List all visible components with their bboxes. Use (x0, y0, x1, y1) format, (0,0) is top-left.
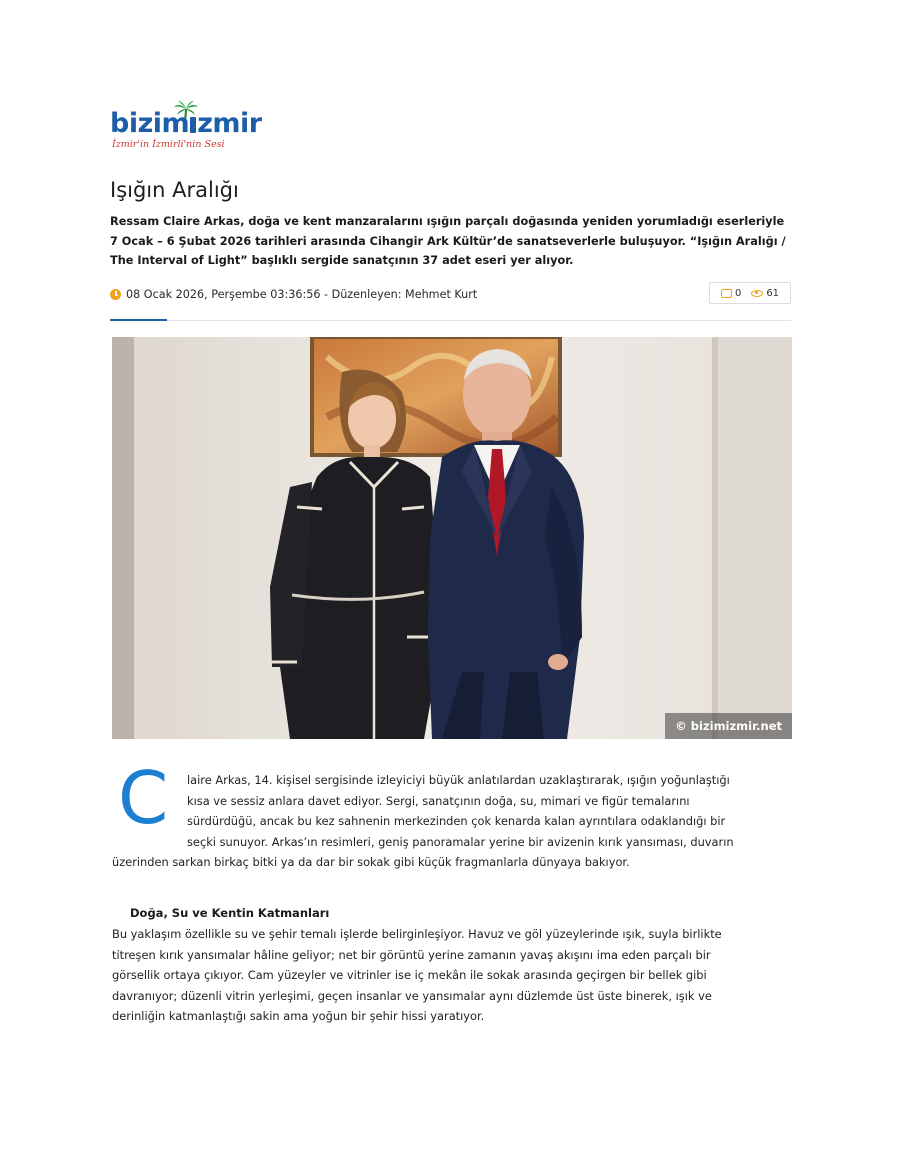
section-heading: Doğa, Su ve Kentin Katmanları (130, 906, 330, 920)
section-line: davranıyor; düzenli vitrin yerleşimi, geçen insanlar ve yansımalar aynı düzlemde üst üste binerek, ışık ve (112, 988, 712, 1003)
intro-paragraph (112, 770, 792, 873)
comment-icon (721, 289, 732, 298)
article-date-author: 08 Ocak 2026, Perşembe 03:36:56 - Düzenleyen: Mehmet Kurt (126, 288, 478, 301)
clock-icon (110, 289, 121, 300)
logo-tagline: İzmir'in İzmirli'nin Sesi (112, 139, 225, 150)
article-stats (709, 282, 791, 304)
comment-count-value: 0 (734, 287, 742, 299)
article-summary: Ressam Claire Arkas, doğa ve kent manzaralarını ışığın parçalı doğasında yeniden yorumladığı eserleriyle 7 Ocak – 6 Şubat 2026 tarihleri arasında Cihangir Ark Kültür’de sanatseverlerle buluşuyor. “Işığın Aralığı / The Interval of Light” başlıklı sergide sanatçının 37 adet eseri yer alıyor. (110, 215, 786, 267)
eye-icon (751, 290, 763, 297)
view-count (751, 288, 779, 299)
section-line: görsellik ortaya çıkıyor. Cam yüzeyler ve vitrinler ise iç mekân ile sokak arasında geçirgen bir bellek gibi (112, 968, 707, 982)
section-line: titreşen kırık yansımalar hâline geliyor; net bir görüntü yerine zamanın yavaş akışını ima eden parçalı bir (112, 947, 711, 962)
intro-line: sürdürdüğü, ancak bu kez sahnenin merkezinden çok kenarda kalan ayrıntılara odaklandığı bir (187, 814, 726, 828)
section-line: Bu yaklaşım özellikle su ve şehir temalı işlerde belirginleşiyor. Havuz ve göl yüzeylerinde ışık, suyla birlikte (112, 927, 722, 941)
intro-line: kısa ve sessiz anlara davet ediyor. Sergi, sanatçının doğa, su, mimari ve figür temalarını (187, 793, 690, 808)
logo-part-2: zmir (197, 108, 262, 139)
logo-part-1: bizim (110, 108, 190, 139)
section-line: derinliğin katmanlaştığı sakin ama yoğun bir şehir hissi yaratıyor. (112, 1009, 485, 1023)
comment-count[interactable] (721, 288, 741, 299)
section-paragraph (112, 924, 792, 1027)
intro-line: üzerinden sarkan birkaç bitki ya da dar bir sokak gibi küçük fragmanlarla dünyaya bakıyor. (112, 855, 630, 869)
logo-wordmark (110, 108, 262, 139)
article-title: Işığın Aralığı (110, 178, 239, 202)
site-logo[interactable] (110, 100, 270, 160)
view-count-value: 61 (766, 287, 780, 299)
photo-watermark: © bizimizmir.net (665, 713, 792, 739)
article-meta (110, 288, 477, 301)
dropcap-letter: C (118, 756, 169, 840)
article-photo[interactable] (112, 337, 792, 739)
logo-i-stem (190, 117, 196, 133)
intro-line: seçki sunuyor. Arkas’ın resimleri, geniş panoramalar yerine bir avizenin kırık yansıması, duvarın (187, 834, 734, 849)
intro-line: laire Arkas, 14. kişisel sergisinde izleyiciyi büyük anlatılardan uzaklaştırarak, ışığın yoğunlaştığı (187, 773, 730, 787)
meta-divider-accent (110, 319, 167, 321)
meta-divider (110, 320, 791, 321)
photo-illustration (112, 337, 792, 739)
